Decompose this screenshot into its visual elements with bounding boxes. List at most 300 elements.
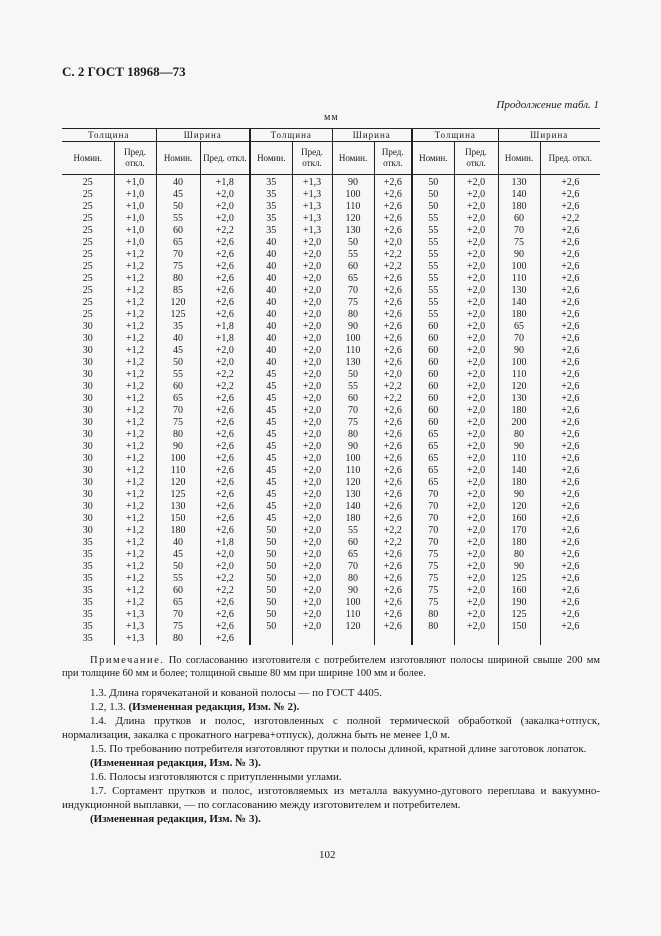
table-row [62,489,600,501]
cell-thickness-deviation: +2,0 [292,357,332,369]
cell-width-deviation: +2,2 [374,249,412,261]
cell-thickness-nominal: 25 [82,309,93,320]
cell-width-nominal: 65 [498,321,540,333]
cell-width-deviation: +2,0 [374,237,412,249]
cell-width-nominal: 160 [498,513,540,525]
cell-width-deviation: +2,6 [540,429,600,441]
cell-thickness-nominal: 30 [82,381,93,392]
cell-width-nominal: 80 [156,633,200,645]
cell-thickness-nominal: 40 [250,237,292,249]
cell-thickness-deviation: +2,0 [454,345,498,357]
cell-width-deviation: +2,6 [200,453,250,465]
cell-thickness-deviation: +2,0 [292,285,332,297]
cell-width-nominal: 70 [498,225,540,237]
cell-thickness-deviation: +2,0 [292,585,332,597]
cell-thickness-nominal [250,633,292,645]
note-text: По согласованию изготовителя с потребителем изготовляют полосы шириной свыше 200 мм при толщине 60 мм и более; толщиной свыше 80 мм при ширине 100 мм и более. [62,655,600,679]
cell-width-deviation: +2,6 [540,333,600,345]
table-row [62,621,600,633]
cell-width-nominal: 80 [332,429,374,441]
cell-thickness-deviation: +2,0 [454,273,498,285]
cell-width-nominal: 130 [498,175,540,190]
cell-thickness-nominal: 45 [250,441,292,453]
cell-thickness-deviation: +2,0 [292,441,332,453]
cell-thickness-nominal: 30 [82,477,93,488]
cell-thickness-deviation: +2,0 [292,345,332,357]
cell-width-nominal: 70 [332,561,374,573]
cell-width-deviation: +2,6 [200,489,250,501]
cell-thickness-deviation: +1,2 [114,429,156,441]
cell-width-deviation: +2,6 [540,585,600,597]
cell-thickness-nominal: 45 [250,465,292,477]
cell-thickness-nominal: 70 [412,513,454,525]
cell-thickness-deviation: +2,0 [454,573,498,585]
cell-thickness-deviation: +1,0 [114,225,156,237]
cell-thickness-nominal [412,633,454,645]
cell-width-deviation: +2,6 [374,513,412,525]
cell-thickness-deviation: +2,0 [454,201,498,213]
cell-thickness-deviation: +2,0 [454,549,498,561]
cell-width-nominal: 190 [498,597,540,609]
cell-thickness-deviation: +1,3 [292,201,332,213]
cell-thickness-deviation: +2,0 [292,381,332,393]
cell-width-nominal: 110 [498,453,540,465]
cell-thickness-deviation: +1,2 [114,441,156,453]
cell-width-deviation: +2,6 [200,273,250,285]
cell-width-deviation: +2,6 [374,477,412,489]
cell-width-deviation: +2,6 [374,417,412,429]
cell-thickness-nominal: 70 [412,537,454,549]
cell-width-nominal: 75 [498,237,540,249]
table-row [62,537,600,549]
group-width-3: Ширина [498,129,600,142]
cell-thickness-nominal: 55 [412,261,454,273]
cell-thickness-deviation: +2,0 [454,381,498,393]
cell-thickness-nominal: 55 [412,225,454,237]
cell-width-deviation: +2,6 [200,237,250,249]
cell-thickness-deviation: +2,0 [454,441,498,453]
cell-width-nominal: 120 [156,477,200,489]
cell-thickness-nominal: 40 [250,285,292,297]
cell-width-deviation: +2,6 [200,297,250,309]
cell-width-deviation: +2,6 [200,609,250,621]
cell-thickness-nominal: 25 [82,225,93,236]
cell-thickness-deviation: +2,0 [454,477,498,489]
cell-width-deviation: +2,6 [540,441,600,453]
cell-thickness-nominal: 60 [412,357,454,369]
table-row [62,597,600,609]
col-header-deviation: Пред. откл. [200,142,250,175]
amendment-2-text: (Измененная редакция, Изм. № 2). [125,701,300,713]
cell-thickness-nominal: 30 [82,465,93,476]
cell-width-nominal: 75 [332,417,374,429]
table-row [62,333,600,345]
cell-width-deviation: +2,6 [540,297,600,309]
cell-thickness-deviation: +1,2 [114,285,156,297]
cell-thickness-deviation: +2,0 [292,573,332,585]
cell-thickness-nominal: 40 [250,261,292,273]
cell-width-nominal: 100 [332,453,374,465]
table-row [62,633,600,645]
cell-thickness-nominal: 35 [82,585,93,596]
cell-thickness-deviation: +2,0 [292,261,332,273]
cell-thickness-nominal: 50 [250,621,292,633]
cell-width-nominal: 90 [332,585,374,597]
cell-width-deviation: +2,6 [374,429,412,441]
cell-thickness-nominal: 35 [82,549,93,560]
cell-thickness-deviation: +1,2 [114,477,156,489]
units-label: мм [324,112,339,123]
cell-width-nominal: 90 [498,249,540,261]
col-header-nominal: Номин. [498,142,540,175]
cell-thickness-nominal: 35 [82,609,93,620]
col-header-nominal: Номин. [412,142,454,175]
cell-thickness-deviation: +1,2 [114,513,156,525]
cell-width-deviation: +2,6 [540,249,600,261]
col-header-deviation: Пред. откл. [292,142,332,175]
dimensions-table [62,128,600,645]
cell-thickness-nominal: 50 [250,573,292,585]
cell-thickness-nominal: 60 [412,381,454,393]
cell-thickness-deviation: +1,2 [114,333,156,345]
cell-thickness-nominal: 75 [412,585,454,597]
cell-width-nominal: 125 [498,609,540,621]
table-row [62,357,600,369]
table-row [62,417,600,429]
cell-width-deviation: +2,6 [540,501,600,513]
cell-thickness-nominal: 55 [412,249,454,261]
cell-width-nominal: 90 [332,441,374,453]
cell-width-nominal: 50 [332,237,374,249]
cell-thickness-deviation: +2,0 [292,429,332,441]
cell-thickness-nominal: 65 [412,465,454,477]
cell-thickness-nominal: 65 [412,441,454,453]
cell-width-nominal: 100 [498,357,540,369]
cell-width-nominal [332,633,374,645]
table-row [62,213,600,225]
table-row [62,585,600,597]
table-row [62,513,600,525]
cell-thickness-deviation: +1,2 [114,249,156,261]
cell-thickness-deviation: +2,0 [292,249,332,261]
cell-width-deviation: +2,6 [540,189,600,201]
cell-width-nominal [498,633,540,645]
cell-thickness-nominal: 40 [250,357,292,369]
cell-width-deviation: +2,6 [200,309,250,321]
cell-width-deviation: +2,6 [374,597,412,609]
cell-thickness-deviation: +1,3 [114,633,156,645]
cell-width-nominal: 40 [156,175,200,190]
cell-thickness-deviation: +2,0 [454,321,498,333]
cell-width-deviation: +2,0 [374,369,412,381]
cell-width-nominal: 80 [498,549,540,561]
cell-thickness-deviation: +2,0 [454,249,498,261]
cell-width-nominal: 65 [156,237,200,249]
cell-thickness-deviation: +2,0 [454,393,498,405]
cell-width-deviation: +2,0 [200,213,250,225]
cell-width-deviation: +2,6 [374,213,412,225]
cell-width-deviation: +2,6 [200,285,250,297]
cell-thickness-nominal: 45 [250,453,292,465]
cell-width-nominal: 90 [498,441,540,453]
cell-thickness-nominal: 45 [250,405,292,417]
cell-thickness-deviation: +1,0 [114,189,156,201]
cell-thickness-deviation: +2,0 [454,525,498,537]
cell-width-deviation: +2,6 [540,573,600,585]
cell-width-deviation: +2,6 [200,477,250,489]
cell-width-nominal: 125 [498,573,540,585]
cell-width-deviation: +2,6 [374,201,412,213]
cell-thickness-deviation: +2,0 [292,321,332,333]
paragraph-1-3: 1.3. Длина горячекатаной и кованой полосы — по ГОСТ 4405. [90,687,382,699]
cell-width-nominal: 55 [332,249,374,261]
cell-width-deviation: +2,6 [374,585,412,597]
cell-width-nominal: 55 [156,213,200,225]
cell-width-nominal: 60 [156,225,200,237]
cell-thickness-deviation: +2,0 [454,213,498,225]
cell-width-deviation: +2,6 [540,453,600,465]
cell-width-nominal: 50 [156,357,200,369]
cell-thickness-deviation: +1,2 [114,453,156,465]
cell-thickness-deviation: +1,3 [114,621,156,633]
cell-thickness-deviation: +2,0 [454,501,498,513]
table-row [62,309,600,321]
cell-width-deviation: +2,6 [374,465,412,477]
cell-width-deviation: +2,6 [374,453,412,465]
cell-thickness-nominal: 50 [250,537,292,549]
cell-thickness-deviation: +1,2 [114,381,156,393]
table-row [62,189,600,201]
cell-thickness-deviation: +2,0 [292,537,332,549]
cell-width-nominal: 130 [332,225,374,237]
cell-width-nominal: 50 [156,561,200,573]
table-row [62,393,600,405]
table-row [62,261,600,273]
cell-width-deviation: +2,6 [374,333,412,345]
cell-thickness-nominal: 75 [412,573,454,585]
cell-width-deviation: +1,8 [200,175,250,190]
table-row [62,525,600,537]
cell-width-nominal: 50 [156,201,200,213]
cell-thickness-nominal: 25 [82,201,93,212]
cell-width-nominal: 180 [156,525,200,537]
table-row [62,573,600,585]
cell-width-nominal: 55 [332,525,374,537]
cell-thickness-nominal: 40 [250,321,292,333]
cell-width-deviation: +2,6 [540,561,600,573]
cell-thickness-deviation: +2,0 [292,273,332,285]
cell-thickness-deviation: +1,2 [114,585,156,597]
cell-thickness-deviation: +1,2 [114,501,156,513]
cell-width-nominal: 60 [498,213,540,225]
cell-width-nominal: 180 [498,537,540,549]
cell-width-deviation: +2,0 [200,201,250,213]
col-header-nominal: Номин. [332,142,374,175]
cell-thickness-nominal: 50 [250,597,292,609]
cell-width-deviation: +2,6 [540,237,600,249]
cell-width-deviation: +2,6 [540,405,600,417]
cell-thickness-nominal: 25 [82,273,93,284]
table-group-header [62,129,600,142]
cell-width-nominal: 60 [156,585,200,597]
cell-width-deviation: +2,6 [540,489,600,501]
cell-width-nominal: 65 [332,549,374,561]
cell-thickness-deviation: +2,0 [292,561,332,573]
cell-thickness-nominal: 35 [250,225,292,237]
cell-thickness-deviation: +1,2 [114,297,156,309]
cell-thickness-deviation [454,633,498,645]
col-header-nominal: Номин. [62,142,114,175]
col-header-deviation: Пред. откл. [540,142,600,175]
cell-thickness-nominal: 70 [412,501,454,513]
cell-width-nominal: 130 [332,489,374,501]
table-row [62,297,600,309]
cell-thickness-deviation: +2,0 [454,465,498,477]
cell-thickness-nominal: 55 [412,309,454,321]
cell-width-deviation: +2,6 [540,357,600,369]
col-header-deviation: Пред. откл. [114,142,156,175]
cell-width-nominal: 90 [332,321,374,333]
cell-thickness-deviation: +2,0 [292,609,332,621]
cell-thickness-deviation: +2,0 [454,429,498,441]
cell-width-nominal: 45 [156,345,200,357]
cell-thickness-deviation: +1,2 [114,561,156,573]
cell-thickness-nominal: 50 [412,189,454,201]
cell-width-deviation: +2,6 [200,441,250,453]
cell-width-nominal: 100 [156,453,200,465]
cell-width-deviation: +2,2 [200,573,250,585]
cell-thickness-deviation: +1,2 [114,393,156,405]
cell-thickness-deviation: +1,2 [114,345,156,357]
cell-width-nominal: 180 [498,405,540,417]
cell-thickness-nominal: 30 [82,501,93,512]
cell-thickness-nominal: 40 [250,249,292,261]
cell-thickness-nominal: 40 [250,345,292,357]
table-row [62,453,600,465]
cell-width-deviation [374,633,412,645]
cell-width-deviation: +2,0 [200,357,250,369]
cell-width-deviation: +2,2 [540,213,600,225]
cell-width-nominal: 180 [498,309,540,321]
col-header-nominal: Номин. [250,142,292,175]
cell-thickness-nominal: 60 [412,333,454,345]
cell-width-deviation: +2,6 [200,417,250,429]
table-sub-header [62,142,600,175]
cell-thickness-nominal: 55 [412,273,454,285]
cell-thickness-deviation: +2,0 [292,513,332,525]
cell-thickness-deviation: +2,0 [454,513,498,525]
cell-width-nominal: 150 [498,621,540,633]
cell-thickness-nominal: 25 [82,237,93,248]
cell-width-nominal: 120 [498,381,540,393]
body-paragraphs [62,686,600,826]
table-row [62,405,600,417]
cell-thickness-deviation: +1,2 [114,525,156,537]
cell-width-nominal: 75 [156,261,200,273]
cell-thickness-deviation: +2,0 [454,369,498,381]
cell-width-deviation: +2,6 [374,549,412,561]
cell-thickness-deviation: +2,0 [292,333,332,345]
cell-width-deviation: +2,6 [540,201,600,213]
cell-thickness-deviation: +1,2 [114,417,156,429]
cell-thickness-nominal: 35 [250,175,292,190]
table-row [62,225,600,237]
cell-thickness-deviation: +2,0 [292,237,332,249]
cell-thickness-deviation: +2,0 [454,489,498,501]
table-body [62,175,600,646]
cell-width-deviation: +2,6 [540,417,600,429]
cell-width-nominal: 110 [332,465,374,477]
cell-width-deviation: +2,6 [540,609,600,621]
cell-width-nominal: 180 [332,513,374,525]
cell-width-deviation: +2,6 [374,273,412,285]
cell-width-nominal: 35 [156,321,200,333]
cell-width-nominal: 200 [498,417,540,429]
cell-width-nominal: 80 [332,573,374,585]
cell-thickness-nominal: 45 [250,429,292,441]
group-width-2: Ширина [332,129,412,142]
cell-width-deviation: +2,6 [540,597,600,609]
group-thickness-1: Толщина [62,129,156,142]
cell-width-deviation: +2,6 [200,513,250,525]
col-header-nominal: Номин. [156,142,200,175]
cell-thickness-deviation: +2,0 [454,597,498,609]
table-row [62,237,600,249]
cell-width-nominal: 65 [156,597,200,609]
cell-width-nominal: 55 [156,573,200,585]
table-row [62,249,600,261]
cell-width-nominal: 180 [498,477,540,489]
cell-width-deviation: +2,6 [540,393,600,405]
cell-width-nominal: 130 [498,285,540,297]
cell-thickness-nominal: 25 [82,285,93,296]
cell-width-deviation: +2,2 [200,381,250,393]
cell-thickness-nominal: 75 [412,561,454,573]
cell-width-deviation: +2,6 [374,441,412,453]
cell-width-deviation: +2,6 [200,525,250,537]
cell-thickness-nominal: 50 [250,609,292,621]
table-row [62,501,600,513]
cell-width-deviation: +2,6 [374,501,412,513]
cell-width-nominal: 180 [498,201,540,213]
cell-width-nominal: 75 [156,417,200,429]
table-row [62,345,600,357]
cell-width-nominal: 45 [156,189,200,201]
cell-width-nominal: 85 [156,285,200,297]
cell-thickness-nominal: 55 [412,297,454,309]
cell-width-deviation: +2,6 [540,549,600,561]
cell-thickness-deviation: +2,0 [454,609,498,621]
cell-thickness-nominal: 35 [82,573,93,584]
cell-width-deviation: +2,2 [374,537,412,549]
cell-thickness-nominal: 60 [412,405,454,417]
cell-width-deviation: +2,6 [374,309,412,321]
cell-width-nominal: 120 [332,213,374,225]
cell-width-deviation: +2,6 [374,345,412,357]
group-thickness-3: Толщина [412,129,498,142]
cell-thickness-nominal: 50 [412,175,454,190]
table-row [62,441,600,453]
amendment-2-ref: 1.2, 1.3. [90,701,126,713]
cell-thickness-nominal: 55 [412,237,454,249]
cell-thickness-nominal: 30 [82,357,93,368]
cell-thickness-nominal: 45 [250,513,292,525]
cell-width-deviation: +2,6 [540,285,600,297]
cell-thickness-deviation: +1,2 [114,273,156,285]
cell-thickness-nominal: 45 [250,393,292,405]
cell-thickness-deviation: +1,3 [292,175,332,190]
cell-thickness-nominal: 60 [412,321,454,333]
